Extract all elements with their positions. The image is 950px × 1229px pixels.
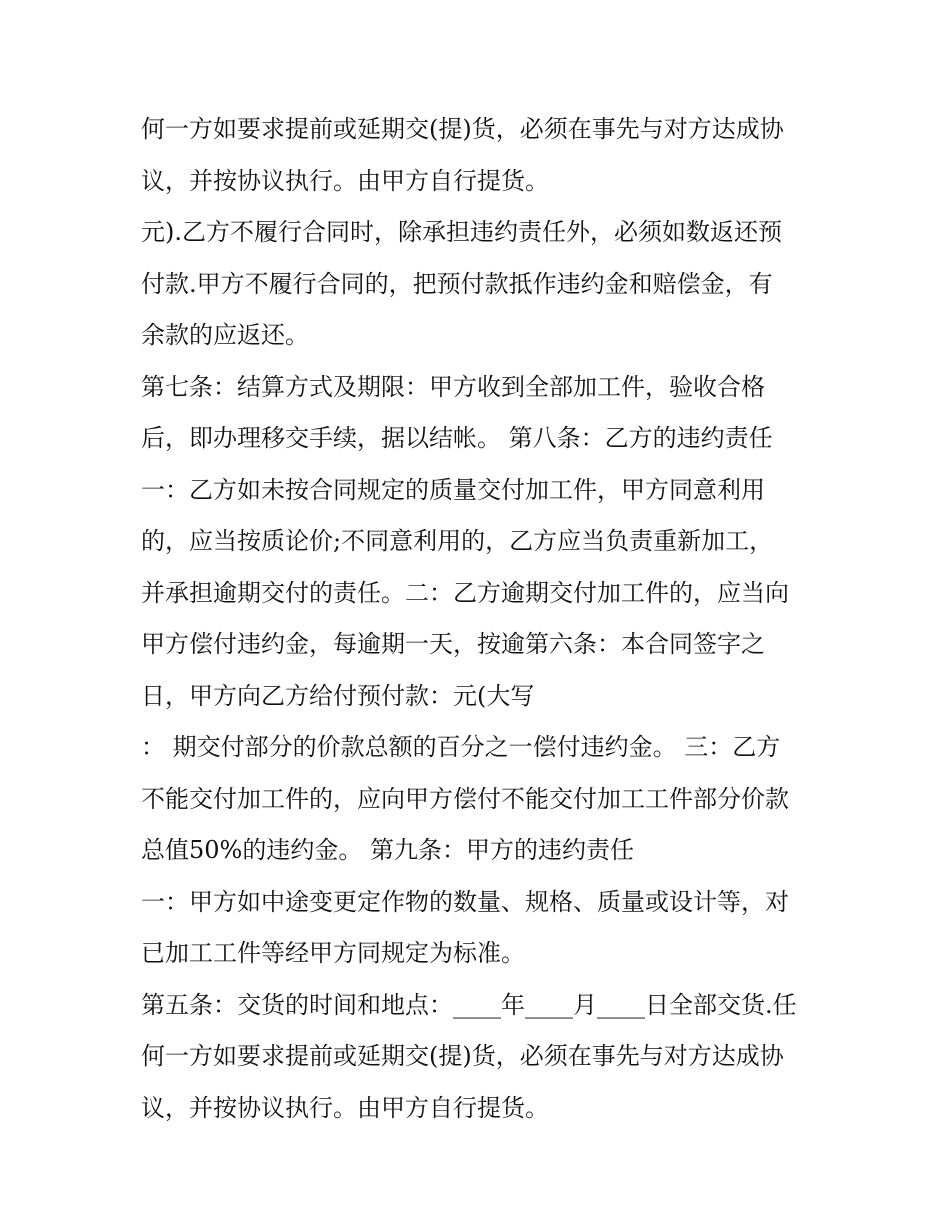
text-line: 议，并按协议执行。由甲方自行提货。 bbox=[141, 1093, 549, 1122]
text-line: 余款的应返还。 bbox=[141, 321, 309, 349]
text-line: 已加工工件等经甲方同规定为标准。 bbox=[141, 939, 525, 967]
text-line: 并承担逾期交付的责任。二：乙方逾期交付加工件的，应当向 bbox=[141, 578, 789, 607]
document-body bbox=[141, 104, 821, 1134]
text-line: 付款.甲方不履行合同的，把预付款抵作违约金和赔偿金，有 bbox=[141, 269, 773, 298]
text-line: 何一方如要求提前或延期交(提)货，必须在事先与对方达成协 bbox=[141, 115, 784, 143]
text-line: 一：乙方如未按合同规定的质量交付加工件，甲方同意利用 bbox=[141, 475, 765, 504]
text-line: 不能交付加工件的，应向甲方偿付不能交付加工工件部分价款 bbox=[141, 784, 789, 813]
text-line: 后，即办理移交手续，据以结帐。 第八条：乙方的违约责任 bbox=[141, 424, 773, 452]
text-line: 第七条：结算方式及期限：甲方收到全部加工件，验收合格 bbox=[141, 372, 765, 401]
text-line: 总值50%的违约金。 第九条：甲方的违约责任 bbox=[141, 836, 634, 864]
text-line: 甲方偿付违约金，每逾期一天，按逾第六条：本合同签字之 bbox=[141, 630, 765, 658]
text-line: 的，应当按质论价;不同意利用的，乙方应当负责重新加工， bbox=[141, 527, 774, 555]
text-line: 何一方如要求提前或延期交(提)货，必须在事先与对方达成协 bbox=[141, 1042, 784, 1070]
text-line: ： 期交付部分的价款总额的百分之一偿付违约金。 三：乙方 bbox=[141, 733, 781, 761]
text-line: 日，甲方向乙方给付预付款：元(大写 bbox=[141, 681, 535, 710]
text-line: 元).乙方不履行合同时，除承担违约责任外，必须如数返还预 bbox=[141, 218, 782, 246]
text-line: 一：甲方如中途变更定作物的数量、规格、质量或设计等，对 bbox=[141, 887, 789, 916]
text-line: 第五条：交货的时间和地点：____年____月____日全部交货.任 bbox=[141, 990, 797, 1019]
text-line: 议，并按协议执行。由甲方自行提货。 bbox=[141, 166, 549, 195]
